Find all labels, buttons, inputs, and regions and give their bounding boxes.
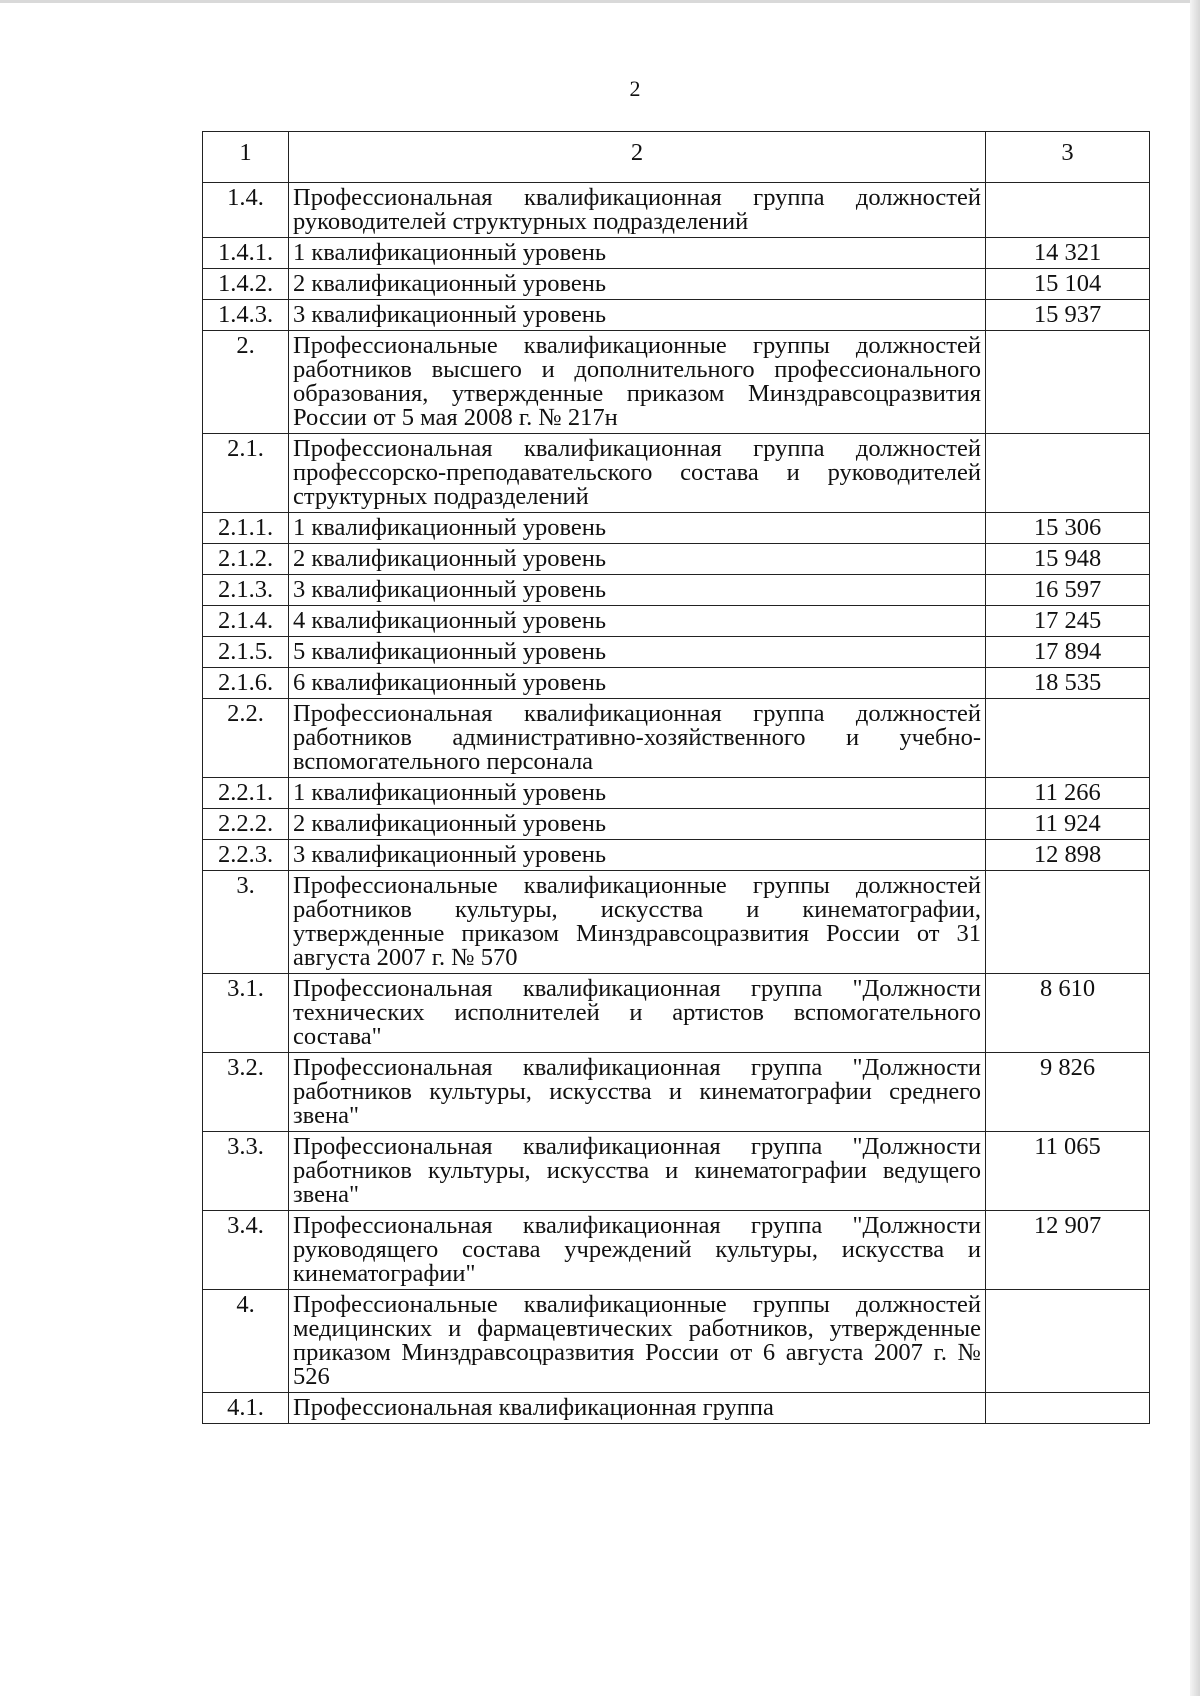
table-row [203,778,1150,809]
row-number: 3.4. [203,1211,289,1290]
row-number: 2. [203,331,289,434]
row-salary-value [986,699,1150,778]
row-salary-value [986,183,1150,238]
row-description: Профессиональная квалификационная группа должностей работников административно-хозяйственного и учебно-вспомогательного персонала [289,699,986,778]
row-description: 1 квалификационный уровень [289,778,986,809]
row-description: Профессиональные квалификационные группы должностей работников культуры, искусства и кинематографии, утвержденные приказом Минздравсоцразвития России от 31 августа 2007 г. № 570 [289,871,986,974]
row-salary-value [986,331,1150,434]
table-row [203,513,1150,544]
row-number: 2.1. [203,434,289,513]
header-col-3: 3 [986,132,1150,183]
table-row [203,871,1150,974]
row-number: 4.1. [203,1393,289,1424]
row-description: Профессиональная квалификационная группа "Должности работников культуры, искусства и кинематографии ведущего звена" [289,1132,986,1211]
header-col-2: 2 [289,132,986,183]
table-row [203,183,1150,238]
row-description: Профессиональная квалификационная группа "Должности руководящего состава учреждений культуры, искусства и кинематографии" [289,1211,986,1290]
table-row [203,974,1150,1053]
table-row [203,668,1150,699]
row-number: 2.2.2. [203,809,289,840]
row-number: 1.4. [203,183,289,238]
row-salary-value: 15 937 [986,300,1150,331]
row-number: 2.1.6. [203,668,289,699]
row-salary-value: 11 924 [986,809,1150,840]
row-salary-value: 15 306 [986,513,1150,544]
table-row [203,575,1150,606]
row-description: 2 квалификационный уровень [289,809,986,840]
row-number: 2.2.1. [203,778,289,809]
row-number: 4. [203,1290,289,1393]
row-number: 3.2. [203,1053,289,1132]
row-salary-value [986,434,1150,513]
row-salary-value [986,1290,1150,1393]
table-row [203,434,1150,513]
row-description: 5 квалификационный уровень [289,637,986,668]
row-salary-value: 12 907 [986,1211,1150,1290]
row-description: 1 квалификационный уровень [289,238,986,269]
row-salary-value: 15 104 [986,269,1150,300]
row-number: 3. [203,871,289,974]
page-right-edge [1190,0,1200,1696]
row-description: Профессиональная квалификационная группа "Должности работников культуры, искусства и кинематографии среднего звена" [289,1053,986,1132]
table-body [203,183,1150,1424]
row-description: 6 квалификационный уровень [289,668,986,699]
table-row [203,1132,1150,1211]
table-row [203,1211,1150,1290]
page-top-edge [0,0,1200,3]
row-description: 3 квалификационный уровень [289,575,986,606]
row-number: 3.3. [203,1132,289,1211]
row-number: 2.1.4. [203,606,289,637]
row-salary-value: 11 065 [986,1132,1150,1211]
row-description: 3 квалификационный уровень [289,840,986,871]
row-salary-value [986,871,1150,974]
row-salary-value: 17 245 [986,606,1150,637]
row-salary-value: 16 597 [986,575,1150,606]
table-row [203,809,1150,840]
row-description: Профессиональная квалификационная группа "Должности технических исполнителей и артистов вспомогательного состава" [289,974,986,1053]
row-salary-value: 18 535 [986,668,1150,699]
table-row [203,300,1150,331]
row-description: Профессиональная квалификационная группа должностей профессорско-преподавательского состава и руководителей структурных подразделений [289,434,986,513]
row-number: 1.4.2. [203,269,289,300]
table-row [203,269,1150,300]
table-row [203,544,1150,575]
row-description: 2 квалификационный уровень [289,544,986,575]
table-row [203,1290,1150,1393]
row-description: Профессиональная квалификационная группа должностей руководителей структурных подразделений [289,183,986,238]
table-row [203,331,1150,434]
table-row [203,840,1150,871]
row-description: Профессиональная квалификационная группа [289,1393,986,1424]
row-number: 2.2.3. [203,840,289,871]
table-row [203,699,1150,778]
row-number: 1.4.3. [203,300,289,331]
row-number: 1.4.1. [203,238,289,269]
row-salary-value: 9 826 [986,1053,1150,1132]
table-row [203,238,1150,269]
row-salary-value: 8 610 [986,974,1150,1053]
row-number: 2.1.5. [203,637,289,668]
table-row [203,606,1150,637]
table-header-row [203,132,1150,183]
row-number: 3.1. [203,974,289,1053]
row-salary-value: 12 898 [986,840,1150,871]
row-salary-value: 15 948 [986,544,1150,575]
row-salary-value: 14 321 [986,238,1150,269]
row-description: 4 квалификационный уровень [289,606,986,637]
qualification-table [202,131,1150,1424]
row-description: 3 квалификационный уровень [289,300,986,331]
table-row [203,1393,1150,1424]
row-description: Профессиональные квалификационные группы должностей медицинских и фармацевтических работников, утвержденные приказом Минздравсоцразвития России от 6 августа 2007 г. № 526 [289,1290,986,1393]
header-col-1: 1 [203,132,289,183]
row-description: 1 квалификационный уровень [289,513,986,544]
row-salary-value: 17 894 [986,637,1150,668]
row-salary-value [986,1393,1150,1424]
page-number: 2 [629,76,641,101]
row-description: Профессиональные квалификационные группы должностей работников высшего и дополнительного профессионального образования, утвержденные приказом Минздравсоцразвития России от 5 мая 2008 г. № 217н [289,331,986,434]
row-number: 2.1.1. [203,513,289,544]
row-number: 2.1.2. [203,544,289,575]
table-row [203,1053,1150,1132]
table-row [203,637,1150,668]
row-description: 2 квалификационный уровень [289,269,986,300]
row-salary-value: 11 266 [986,778,1150,809]
row-number: 2.2. [203,699,289,778]
row-number: 2.1.3. [203,575,289,606]
